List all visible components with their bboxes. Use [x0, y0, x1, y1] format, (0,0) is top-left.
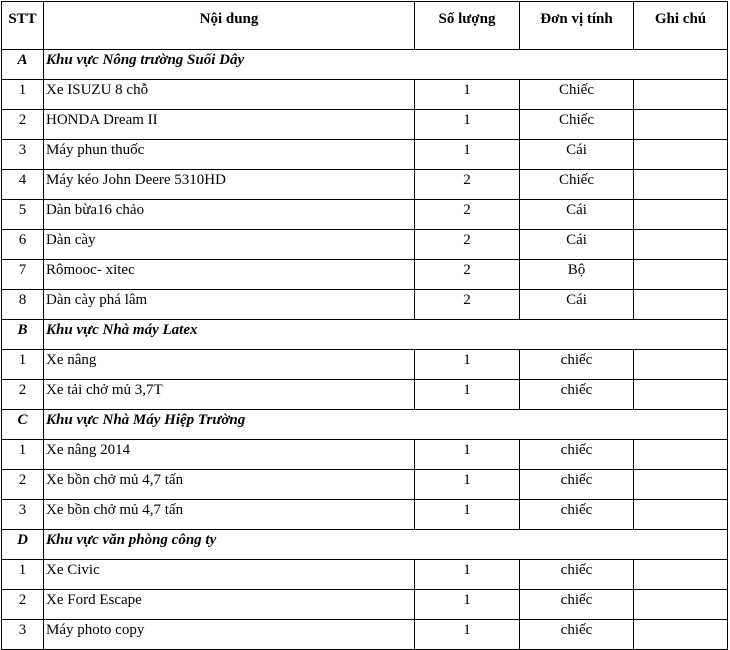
row-quantity: 1 — [415, 470, 520, 500]
row-unit: Chiếc — [520, 80, 634, 110]
row-note — [634, 230, 728, 260]
row-unit: Cái — [520, 140, 634, 170]
row-unit: chiếc — [520, 380, 634, 410]
section-row — [2, 410, 728, 440]
row-content: Máy photo copy — [44, 620, 415, 650]
row-unit: Bộ — [520, 260, 634, 290]
row-quantity: 1 — [415, 620, 520, 650]
row-stt: 1 — [2, 560, 44, 590]
section-title: Khu vực Nông trường Suối Dây — [44, 50, 728, 80]
header-unit: Đơn vị tính — [520, 2, 634, 50]
table-row — [2, 80, 728, 110]
table-row — [2, 200, 728, 230]
header-note: Ghi chú — [634, 2, 728, 50]
table-row — [2, 380, 728, 410]
row-content: Xe Civic — [44, 560, 415, 590]
header-row — [2, 2, 728, 50]
row-note — [634, 560, 728, 590]
row-quantity: 2 — [415, 290, 520, 320]
row-quantity: 1 — [415, 590, 520, 620]
row-content: Xe nâng 2014 — [44, 440, 415, 470]
row-content: Xe tải chở mủ 3,7T — [44, 380, 415, 410]
section-row — [2, 50, 728, 80]
table-row — [2, 440, 728, 470]
section-title: Khu vực Nhà Máy Hiệp Trường — [44, 410, 728, 440]
row-unit: chiếc — [520, 500, 634, 530]
row-note — [634, 290, 728, 320]
row-note — [634, 140, 728, 170]
row-stt: 1 — [2, 80, 44, 110]
row-note — [634, 500, 728, 530]
row-quantity: 2 — [415, 200, 520, 230]
row-stt: 5 — [2, 200, 44, 230]
table-row — [2, 620, 728, 650]
table-row — [2, 110, 728, 140]
row-quantity: 1 — [415, 110, 520, 140]
row-note — [634, 590, 728, 620]
row-quantity: 1 — [415, 80, 520, 110]
row-unit: Cái — [520, 200, 634, 230]
row-stt: 2 — [2, 380, 44, 410]
section-row — [2, 530, 728, 560]
row-unit: Chiếc — [520, 110, 634, 140]
row-content: Máy kéo John Deere 5310HD — [44, 170, 415, 200]
row-note — [634, 350, 728, 380]
row-stt: 3 — [2, 500, 44, 530]
row-unit: chiếc — [520, 560, 634, 590]
table-row — [2, 170, 728, 200]
row-content: Xe nâng — [44, 350, 415, 380]
table-row — [2, 260, 728, 290]
row-content: Dàn bừa16 chảo — [44, 200, 415, 230]
row-quantity: 1 — [415, 560, 520, 590]
row-content: Xe bồn chở mủ 4,7 tấn — [44, 500, 415, 530]
row-stt: 7 — [2, 260, 44, 290]
row-quantity: 1 — [415, 350, 520, 380]
row-content: Xe ISUZU 8 chỗ — [44, 80, 415, 110]
row-note — [634, 170, 728, 200]
row-note — [634, 380, 728, 410]
table-row — [2, 590, 728, 620]
row-stt: 6 — [2, 230, 44, 260]
row-unit: Cái — [520, 290, 634, 320]
row-note — [634, 200, 728, 230]
row-unit: chiếc — [520, 620, 634, 650]
section-code: D — [2, 530, 44, 560]
row-unit: chiếc — [520, 470, 634, 500]
table-row — [2, 140, 728, 170]
table-row — [2, 230, 728, 260]
row-content: Dàn cày phá lâm — [44, 290, 415, 320]
row-stt: 3 — [2, 140, 44, 170]
row-unit: chiếc — [520, 350, 634, 380]
row-content: Máy phun thuốc — [44, 140, 415, 170]
row-content: Rômooc- xitec — [44, 260, 415, 290]
row-stt: 1 — [2, 350, 44, 380]
section-title: Khu vực Nhà máy Latex — [44, 320, 728, 350]
header-content: Nội dung — [44, 2, 415, 50]
table-row — [2, 560, 728, 590]
row-content: HONDA Dream II — [44, 110, 415, 140]
header-quantity: Số lượng — [415, 2, 520, 50]
row-quantity: 1 — [415, 380, 520, 410]
row-note — [634, 440, 728, 470]
row-stt: 4 — [2, 170, 44, 200]
row-quantity: 2 — [415, 170, 520, 200]
row-stt: 8 — [2, 290, 44, 320]
section-code: A — [2, 50, 44, 80]
table-row — [2, 350, 728, 380]
equipment-table — [1, 1, 728, 650]
section-row — [2, 320, 728, 350]
section-code: C — [2, 410, 44, 440]
header-stt: STT — [2, 2, 44, 50]
row-stt: 1 — [2, 440, 44, 470]
section-title: Khu vực văn phòng công ty — [44, 530, 728, 560]
row-unit: chiếc — [520, 590, 634, 620]
row-quantity: 1 — [415, 500, 520, 530]
row-unit: chiếc — [520, 440, 634, 470]
row-content: Dàn cày — [44, 230, 415, 260]
row-unit: Cái — [520, 230, 634, 260]
row-quantity: 2 — [415, 260, 520, 290]
row-note — [634, 80, 728, 110]
row-note — [634, 110, 728, 140]
row-quantity: 1 — [415, 140, 520, 170]
row-note — [634, 470, 728, 500]
row-quantity: 1 — [415, 440, 520, 470]
row-stt: 2 — [2, 470, 44, 500]
row-quantity: 2 — [415, 230, 520, 260]
row-stt: 2 — [2, 590, 44, 620]
row-content: Xe bồn chở mủ 4,7 tấn — [44, 470, 415, 500]
row-unit: Chiếc — [520, 170, 634, 200]
table-header — [2, 2, 728, 50]
table-row — [2, 470, 728, 500]
row-note — [634, 620, 728, 650]
section-code: B — [2, 320, 44, 350]
row-content: Xe Ford Escape — [44, 590, 415, 620]
table-row — [2, 500, 728, 530]
row-stt: 2 — [2, 110, 44, 140]
row-note — [634, 260, 728, 290]
row-stt: 3 — [2, 620, 44, 650]
table-row — [2, 290, 728, 320]
table-body — [2, 50, 728, 650]
